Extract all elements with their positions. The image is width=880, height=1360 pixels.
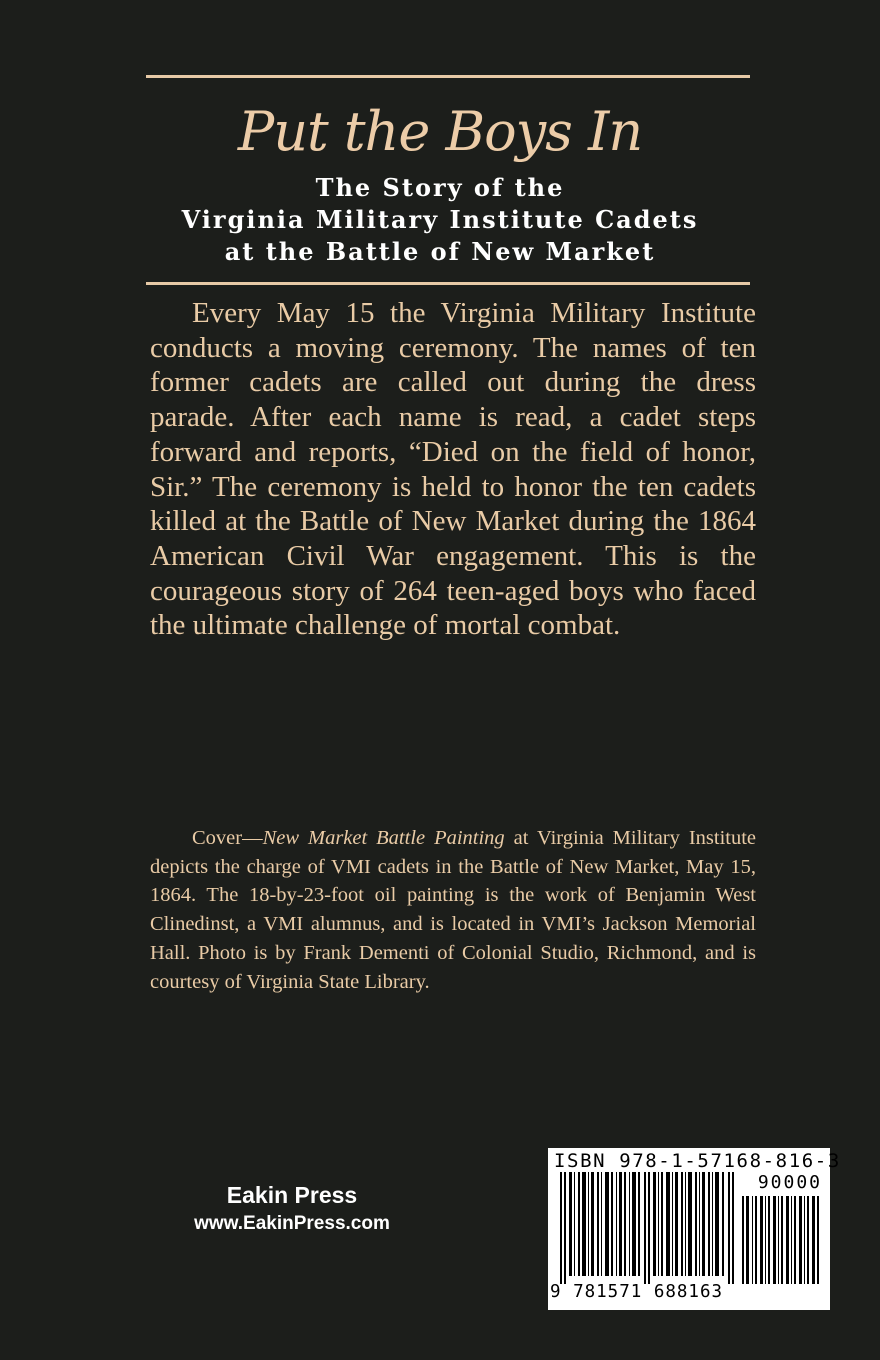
isbn-label: ISBN 978-1-57168-816-3	[554, 1150, 841, 1172]
book-description: Every May 15 the Virginia Military Institute conducts a moving ceremony. The names of ten former cadets are called out during the dress parade. After each name is read, a cadet steps forward and reports, “Died on the field of honor, Sir.” The ceremony is held to honor the ten cadets killed at the Battle of New Market during the 1864 American Civil War engagement. This is the courageous story of 264 teen-aged boys who faced the ultimate challenge of mortal combat.	[150, 297, 756, 642]
barcode-box	[548, 1148, 841, 1310]
book-title: Put the Boys In	[237, 100, 643, 163]
publisher-block	[160, 1180, 424, 1238]
subtitle-line-3: at the Battle of New Market	[224, 237, 656, 266]
publisher-url: www.EakinPress.com	[194, 1213, 390, 1234]
addon-barcode	[742, 1196, 822, 1284]
caption-lead: Cover—	[192, 827, 263, 849]
book-subtitle	[0, 172, 880, 268]
painting-title: New Market Battle Painting	[262, 827, 505, 849]
price-code: 90000	[757, 1172, 822, 1193]
subtitle-line-2: Virginia Military Institute Cadets	[181, 205, 699, 234]
subtitle-line-1: The Story of the	[315, 173, 565, 202]
publisher-name: Eakin Press	[226, 1182, 358, 1208]
top-rule	[146, 75, 750, 78]
ean-digits: 9 781571 688163	[550, 1282, 724, 1302]
ean-barcode	[560, 1172, 740, 1284]
bottom-rule	[146, 282, 750, 285]
caption-text: at Virginia Military Institute depicts the charge of VMI cadets in the Battle of New Market, May 15, 1864. The 18-by-23-foot oil painting is the work of Benjamin West Clinedinst, a VMI alumnus, and is located in VMI’s Jackson Memorial Hall. Photo is by Frank Dementi of Colonial Studio, Richmond, and is courtesy of Virginia State Library.	[150, 827, 757, 993]
cover-caption	[150, 824, 756, 996]
